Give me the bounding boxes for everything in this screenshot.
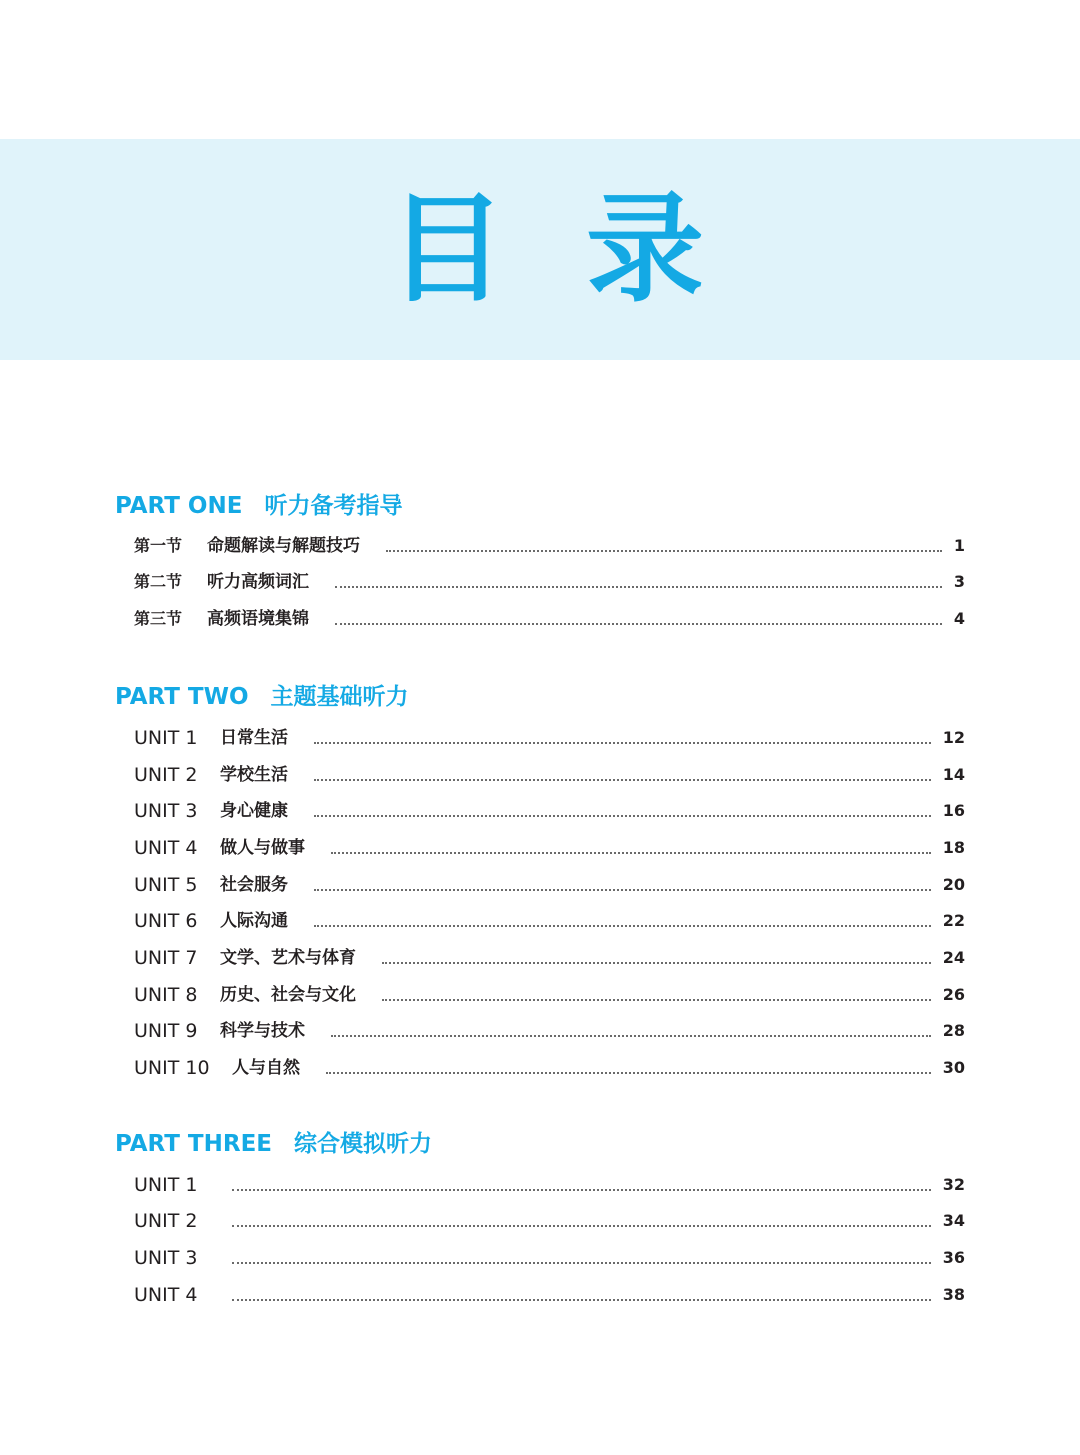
page-number: 26 — [942, 985, 965, 1004]
toc-entry-part-two-7[interactable] — [134, 946, 965, 970]
toc-entry-part-two-5[interactable] — [134, 873, 965, 897]
part-one-en: PART ONE — [115, 493, 243, 519]
unit-label: UNIT 2 — [134, 1210, 198, 1232]
page-number: 36 — [942, 1248, 965, 1267]
dot-leader — [382, 962, 931, 964]
part-three-cn: 综合模拟听力 — [294, 1131, 432, 1157]
page-number: 14 — [942, 765, 965, 784]
part-one-cn: 听力备考指导 — [264, 493, 403, 519]
title-banner — [0, 139, 1080, 360]
section-label: 第一节 — [134, 536, 183, 555]
unit-label: UNIT 6 — [134, 910, 198, 932]
dot-leader — [314, 925, 931, 927]
unit-label: UNIT 7 — [134, 947, 198, 969]
toc-entry-part-two-3[interactable] — [134, 799, 965, 823]
entry-title: 日常生活 — [220, 728, 288, 748]
page-number: 28 — [942, 1021, 965, 1040]
unit-label: UNIT 3 — [134, 800, 198, 822]
toc-entry-part-two-10[interactable] — [134, 1056, 965, 1080]
title-char-lu: 录 — [586, 180, 705, 318]
entry-title: 历史、社会与文化 — [220, 985, 356, 1005]
toc-entry-part-one-1[interactable] — [134, 534, 965, 558]
toc-entry-part-two-4[interactable] — [134, 836, 965, 860]
dot-leader — [232, 1262, 931, 1264]
unit-label: UNIT 3 — [134, 1247, 198, 1269]
entry-title: 做人与做事 — [220, 838, 305, 858]
unit-label: UNIT 1 — [134, 727, 198, 749]
entry-title: 身心健康 — [220, 801, 288, 821]
entry-title: 学校生活 — [220, 765, 288, 785]
page-number: 20 — [942, 875, 965, 894]
section-label: 第三节 — [134, 609, 183, 628]
dot-leader — [331, 852, 931, 854]
unit-label: UNIT 1 — [134, 1174, 198, 1196]
part-two-heading — [115, 686, 409, 709]
unit-label: UNIT 5 — [134, 874, 198, 896]
page-number: 34 — [942, 1211, 965, 1230]
part-two-cn: 主题基础听力 — [270, 684, 409, 710]
unit-label: UNIT 9 — [134, 1020, 198, 1042]
dot-leader — [314, 889, 931, 891]
dot-leader — [331, 1035, 931, 1037]
toc-entry-part-three-1[interactable] — [134, 1173, 965, 1197]
toc-entry-part-two-2[interactable] — [134, 763, 965, 787]
unit-label: UNIT 2 — [134, 764, 198, 786]
page-number: 24 — [942, 948, 965, 967]
toc-entry-part-three-4[interactable] — [134, 1283, 965, 1307]
entry-title: 科学与技术 — [220, 1021, 305, 1041]
unit-label: UNIT 10 — [134, 1057, 210, 1079]
toc-entry-part-two-8[interactable] — [134, 983, 965, 1007]
entry-title: 命题解读与解题技巧 — [207, 536, 360, 556]
dot-leader — [314, 742, 931, 744]
page-number: 4 — [953, 609, 965, 628]
part-one-heading — [115, 495, 402, 518]
page-number: 1 — [953, 536, 965, 555]
toc-entry-part-three-2[interactable] — [134, 1209, 965, 1233]
page-number: 3 — [953, 572, 965, 591]
page-number: 12 — [942, 728, 965, 747]
entry-title: 人际沟通 — [220, 911, 288, 931]
toc-entry-part-two-1[interactable] — [134, 726, 965, 750]
unit-label: UNIT 4 — [134, 837, 198, 859]
entry-title: 人与自然 — [232, 1058, 300, 1078]
entry-title: 听力高频词汇 — [207, 572, 309, 592]
page-number: 30 — [942, 1058, 965, 1077]
dot-leader — [382, 999, 931, 1001]
toc-entry-part-one-2[interactable] — [134, 570, 965, 594]
toc-entry-part-three-3[interactable] — [134, 1246, 965, 1270]
part-three-heading — [115, 1133, 432, 1156]
toc-entry-part-two-9[interactable] — [134, 1019, 965, 1043]
toc-entry-part-two-6[interactable] — [134, 909, 965, 933]
dot-leader — [386, 550, 942, 552]
unit-label: UNIT 8 — [134, 984, 198, 1006]
dot-leader — [232, 1299, 931, 1301]
page-number: 32 — [942, 1175, 965, 1194]
page-number: 38 — [942, 1285, 965, 1304]
page-number: 18 — [942, 838, 965, 857]
dot-leader — [314, 779, 931, 781]
entry-title: 文学、艺术与体育 — [220, 948, 356, 968]
part-two-en: PART TWO — [115, 684, 249, 710]
entry-title: 社会服务 — [220, 875, 288, 895]
page-number: 16 — [942, 801, 965, 820]
dot-leader — [335, 586, 942, 588]
title-char-mu: 目 — [388, 180, 507, 318]
dot-leader — [326, 1072, 931, 1074]
dot-leader — [232, 1225, 931, 1227]
dot-leader — [232, 1189, 931, 1191]
entry-title: 高频语境集锦 — [207, 609, 309, 629]
page-number: 22 — [942, 911, 965, 930]
part-three-en: PART THREE — [115, 1131, 272, 1157]
unit-label: UNIT 4 — [134, 1284, 198, 1306]
section-label: 第二节 — [134, 572, 183, 591]
dot-leader — [314, 815, 931, 817]
dot-leader — [335, 623, 942, 625]
toc-entry-part-one-3[interactable] — [134, 607, 965, 631]
